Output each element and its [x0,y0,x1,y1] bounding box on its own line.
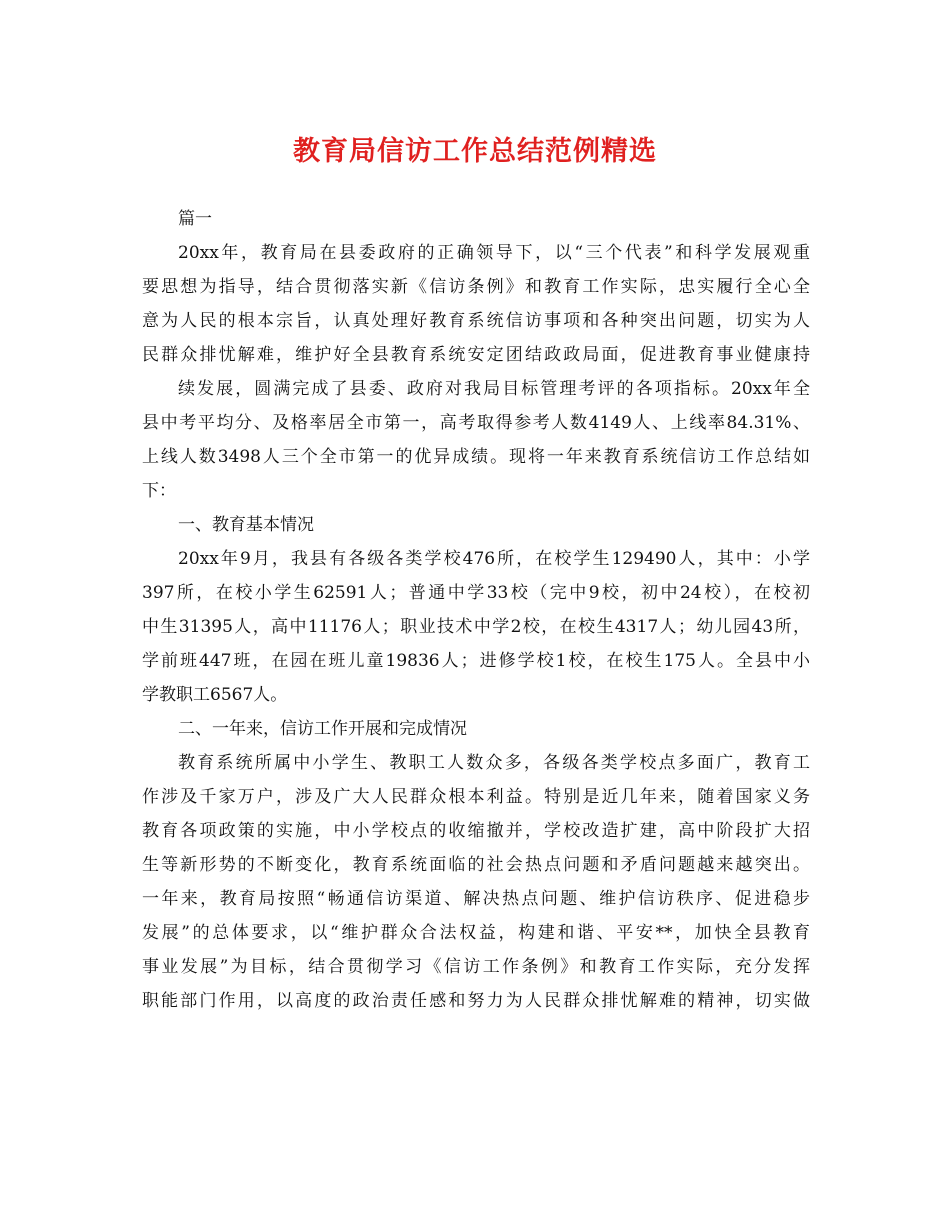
document-line: 事业发展”为目标，结合贯彻学习《信访工作条例》和教育工作实际，充分发挥 [142,957,810,977]
document-line: 一年来，教育局按照“畅通信访渠道、解决热点问题、维护信访秩序、促进稳步 [142,889,810,909]
document-body [142,202,810,1018]
document-line: 教育各项政策的实施，中小学校点的收缩撤并，学校改造扩建，高中阶段扩大招 [142,821,810,841]
document-line: 上线人数3498人三个全市第一的优异成绩。现将一年来教育系统信访工作总结如 [142,447,810,467]
document-line: 发展”的总体要求，以“维护群众合法权益，构建和谐、平安**，加快全县教育 [142,923,810,943]
document-title: 教育局信访工作总结范例精选 [293,136,657,167]
document-line: 篇一 [178,209,212,229]
document-line: 民群众排忧解难，维护好全县教育系统安定团结政政局面，促进教育事业健康持 [142,345,810,365]
document-line: 一、教育基本情况 [178,515,314,535]
document-line: 生等新形势的不断变化，教育系统面临的社会热点问题和矛盾问题越来越突出。 [142,855,810,875]
document-line: 学教职工6567人。 [142,685,288,705]
document-line: 下： [142,481,176,501]
document-line: 意为人民的根本宗旨，认真处理好教育系统信访事项和各种突出问题，切实为人 [142,311,810,331]
document-line: 学前班447班，在园在班儿童19836人；进修学校1校，在校生175人。全县中小 [142,651,810,671]
document-line: 教育系统所属中小学生、教职工人数众多，各级各类学校点多面广，教育工 [178,753,810,773]
document-line: 续发展，圆满完成了县委、政府对我局目标管理考评的各项指标。20xx年全 [178,379,810,399]
document-line: 县中考平均分、及格率居全市第一，高考取得参考人数4149人、上线率84.31%、 [142,413,810,433]
document-line: 要思想为指导，结合贯彻落实新《信访条例》和教育工作实际，忠实履行全心全 [142,277,810,297]
document-line: 397所，在校小学生62591人；普通中学33校（完中9校，初中24校），在校初 [142,583,810,603]
document-line: 职能部门作用，以高度的政治责任感和努力为人民群众排忧解难的精神，切实做 [142,991,810,1011]
document-line: 20xx年，教育局在县委政府的正确领导下，以“三个代表”和科学发展观重 [178,243,810,263]
document-line: 20xx年9月，我县有各级各类学校476所，在校学生129490人，其中：小学 [178,549,810,569]
document-line: 二、一年来，信访工作开展和完成情况 [178,719,467,739]
document-line: 中生31395人，高中11176人；职业技术中学2校，在校生4317人；幼儿园43所， [142,617,810,637]
document-line: 作涉及千家万户，涉及广大人民群众根本利益。特别是近几年来，随着国家义务 [142,787,810,807]
